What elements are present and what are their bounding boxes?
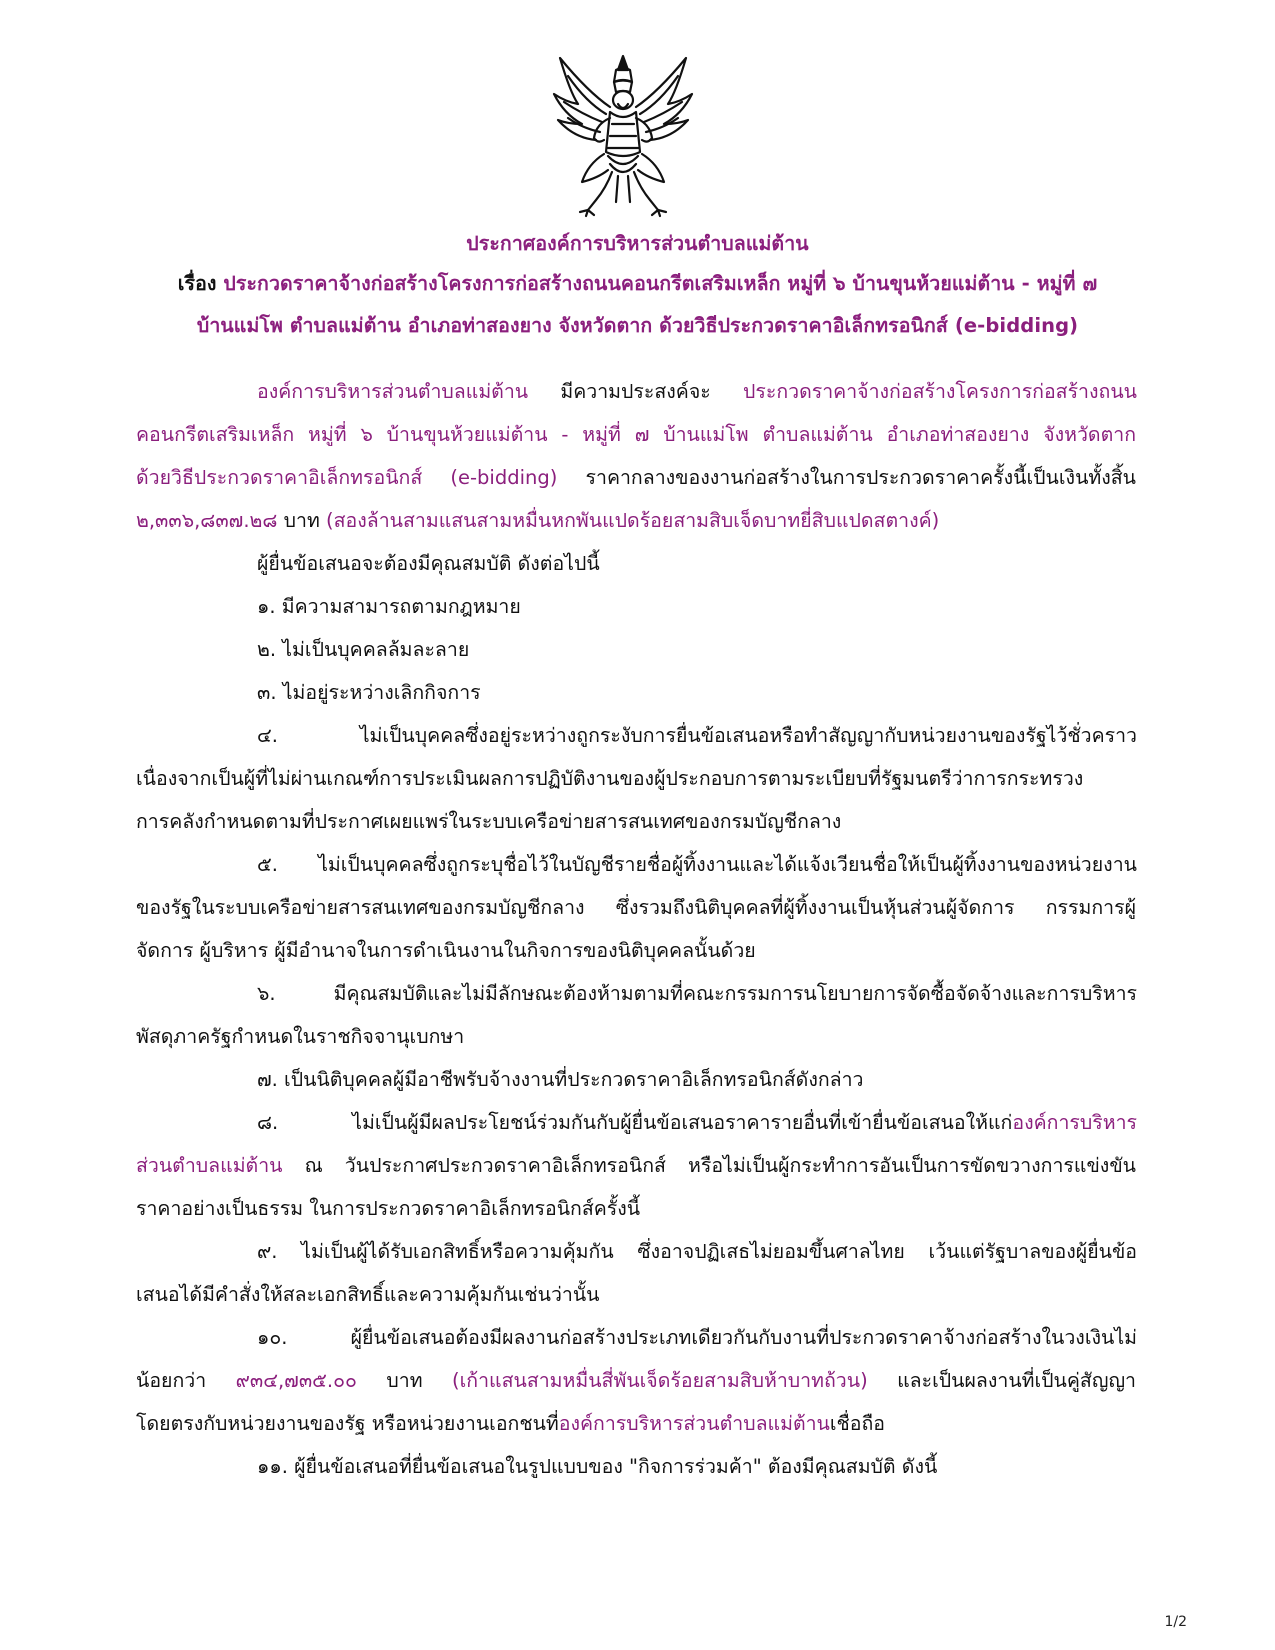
- qualification-item-6-line-2: พัสดุภาครัฐกำหนดในราชกิจจานุเบกษา: [136, 1025, 465, 1048]
- qualification-item-10-line-1: ๑๐. ผู้ยื่นข้อเสนอต้องมีผลงานก่อสร้างประเภทเดียวกันกับงานที่ประกวดราคาจ้างก่อสร้างในวงเงินไม่: [257, 1326, 1137, 1349]
- qualification-item-5-line-1: ๕. ไม่เป็นบุคคลซึ่งถูกระบุชื่อไว้ในบัญชีรายชื่อผู้ทิ้งงานและได้แจ้งเวียนชื่อให้เป็นผู้ทิ้งงานของหน่วยงาน: [257, 853, 1137, 876]
- subject-label: เรื่อง: [177, 272, 217, 295]
- intro-line-4: ๒,๓๓๖,๘๓๗.๒๘ บาท (สองล้านสามแสนสามหมื่นหกพันแปดร้อยสามสิบเจ็ดบาทยี่สิบแปดสตางค์): [136, 509, 940, 532]
- page-number: 1/2: [1164, 1614, 1187, 1630]
- qualification-item-8-line-3: ราคาอย่างเป็นธรรม ในการประกวดราคาอิเล็กทรอนิกส์ครั้งนี้: [136, 1197, 641, 1220]
- qualification-item-8-line-1: ๘. ไม่เป็นผู้มีผลประโยชน์ร่วมกันกับผู้ยื่นข้อเสนอราคารายอื่นที่เข้ายื่นข้อเสนอให้แก่องค์การบริหาร: [257, 1111, 1137, 1134]
- qualification-item-1: ๑. มีความสามารถตามกฎหมาย: [257, 595, 521, 618]
- subject-text-2: บ้านแม่โพ ตำบลแม่ต้าน อำเภอท่าสองยาง จังหวัดตาก ด้วยวิธีประกวดราคาอิเล็กทรอนิกส์ (e-bidding): [196, 314, 1079, 337]
- intro-line-1: องค์การบริหารส่วนตำบลแม่ต้าน มีความประสงค์จะ ประกวดราคาจ้างก่อสร้างโครงการก่อสร้างถนน: [257, 380, 1137, 403]
- subject-line-1: [120, 268, 1155, 299]
- qualification-item-4-line-1: ๔. ไม่เป็นบุคคลซึ่งอยู่ระหว่างถูกระงับการยื่นข้อเสนอหรือทำสัญญากับหน่วยงานของรัฐไว้ชั่วคราว: [257, 724, 1137, 747]
- qualification-item-9-line-1: ๙. ไม่เป็นผู้ได้รับเอกสิทธิ์หรือความคุ้มกัน ซึ่งอาจปฏิเสธไม่ยอมขึ้นศาลไทย เว้นแต่รัฐบาลของผู้ยื่นข้อ: [257, 1240, 1137, 1263]
- experience-amount-words: (เก้าแสนสามหมื่นสี่พันเจ็ดร้อยสามสิบห้าบาทถ้วน): [451, 1369, 868, 1392]
- subject-line-2: [120, 310, 1155, 341]
- announcement-title: ประกาศองค์การบริหารส่วนตำบลแม่ต้าน: [466, 232, 809, 255]
- qualification-item-8-line-2: ส่วนตำบลแม่ต้าน ณ วันประกาศประกวดราคาอิเล็กทรอนิกส์ หรือไม่เป็นผู้กระทำการอันเป็นการขัดขวางการแข่งขัน: [136, 1154, 1136, 1177]
- qualification-item-6-line-1: ๖. มีคุณสมบัติและไม่มีลักษณะต้องห้ามตามที่คณะกรรมการนโยบายการจัดซื้อจัดจ้างและการบริหาร: [257, 982, 1137, 1005]
- garuda-emblem-icon: [548, 52, 698, 218]
- reference-price-words: (สองล้านสามแสนสามหมื่นหกพันแปดร้อยสามสิบเจ็ดบาทยี่สิบแปดสตางค์): [326, 509, 940, 532]
- qualification-item-3: ๓. ไม่อยู่ระหว่างเลิกกิจการ: [257, 681, 481, 704]
- qualification-item-10-line-2: น้อยกว่า ๙๓๔,๗๓๕.๐๐ บาท (เก้าแสนสามหมื่นสี่พันเจ็ดร้อยสามสิบห้าบาทถ้วน) และเป็นผลงานที่เป็นคู่สัญญา: [136, 1369, 1137, 1392]
- qualification-item-11: ๑๑. ผู้ยื่นข้อเสนอที่ยื่นข้อเสนอในรูปแบบของ "กิจการร่วมค้า" ต้องมีคุณสมบัติ ดังนี้: [257, 1455, 938, 1478]
- qualification-item-4-line-2: เนื่องจากเป็นผู้ที่ไม่ผ่านเกณฑ์การประเมินผลการปฏิบัติงานของผู้ประกอบการตามระเบียบที่รัฐมนตรีว่าการกระทรวง: [136, 767, 1084, 790]
- reference-price: ๒,๓๓๖,๘๓๗.๒๘: [136, 509, 278, 532]
- qualification-item-2: ๒. ไม่เป็นบุคคลล้มละลาย: [257, 638, 470, 661]
- qualification-item-5-line-2: ของรัฐในระบบเครือข่ายสารสนเทศของกรมบัญชีกลาง ซึ่งรวมถึงนิติบุคคลที่ผู้ทิ้งงานเป็นหุ้นส่วนผู้จัดการ กรรมการผู้: [136, 896, 1136, 919]
- qualification-item-4-line-3: การคลังกำหนดตามที่ประกาศเผยแพร่ในระบบเครือข่ายสารสนเทศของกรมบัญชีกลาง: [136, 810, 842, 833]
- qualification-item-7: ๗. เป็นนิติบุคคลผู้มีอาชีพรับจ้างงานที่ประกวดราคาอิเล็กทรอนิกส์ดังกล่าว: [257, 1068, 864, 1091]
- subject-text-1: ประกวดราคาจ้างก่อสร้างโครงการก่อสร้างถนนคอนกรีตเสริมเหล็ก หมู่ที่ ๖ บ้านขุนห้วยแม่ต้าน - หมู่ที่ ๗: [223, 272, 1098, 295]
- qualification-item-9-line-2: เสนอได้มีคำสั่งให้สละเอกสิทธิ์และความคุ้มกันเช่นว่านั้น: [136, 1283, 600, 1306]
- qualification-item-10-line-3: โดยตรงกับหน่วยงานของรัฐ หรือหน่วยงานเอกชนที่องค์การบริหารส่วนตำบลแม่ต้านเชื่อถือ: [136, 1412, 886, 1435]
- qualification-item-5-line-3: จัดการ ผู้บริหาร ผู้มีอำนาจในการดำเนินงานในกิจการของนิติบุคคลนั้นด้วย: [136, 939, 756, 962]
- experience-amount: ๙๓๔,๗๓๕.๐๐: [235, 1369, 357, 1392]
- intro-line-3: ด้วยวิธีประกวดราคาอิเล็กทรอนิกส์ (e-bidding) ราคากลางของงานก่อสร้างในการประกวดราคาครั้งนี้เป็นเงินทั้งสิ้น: [136, 466, 1137, 489]
- intro-line-2: คอนกรีตเสริมเหล็ก หมู่ที่ ๖ บ้านขุนห้วยแม่ต้าน - หมู่ที่ ๗ บ้านแม่โพ ตำบลแม่ต้าน อำเภอท่าสองยาง จังหวัดตาก: [136, 423, 1136, 446]
- qualification-intro: ผู้ยื่นข้อเสนอจะต้องมีคุณสมบัติ ดังต่อไปนี้: [257, 552, 600, 575]
